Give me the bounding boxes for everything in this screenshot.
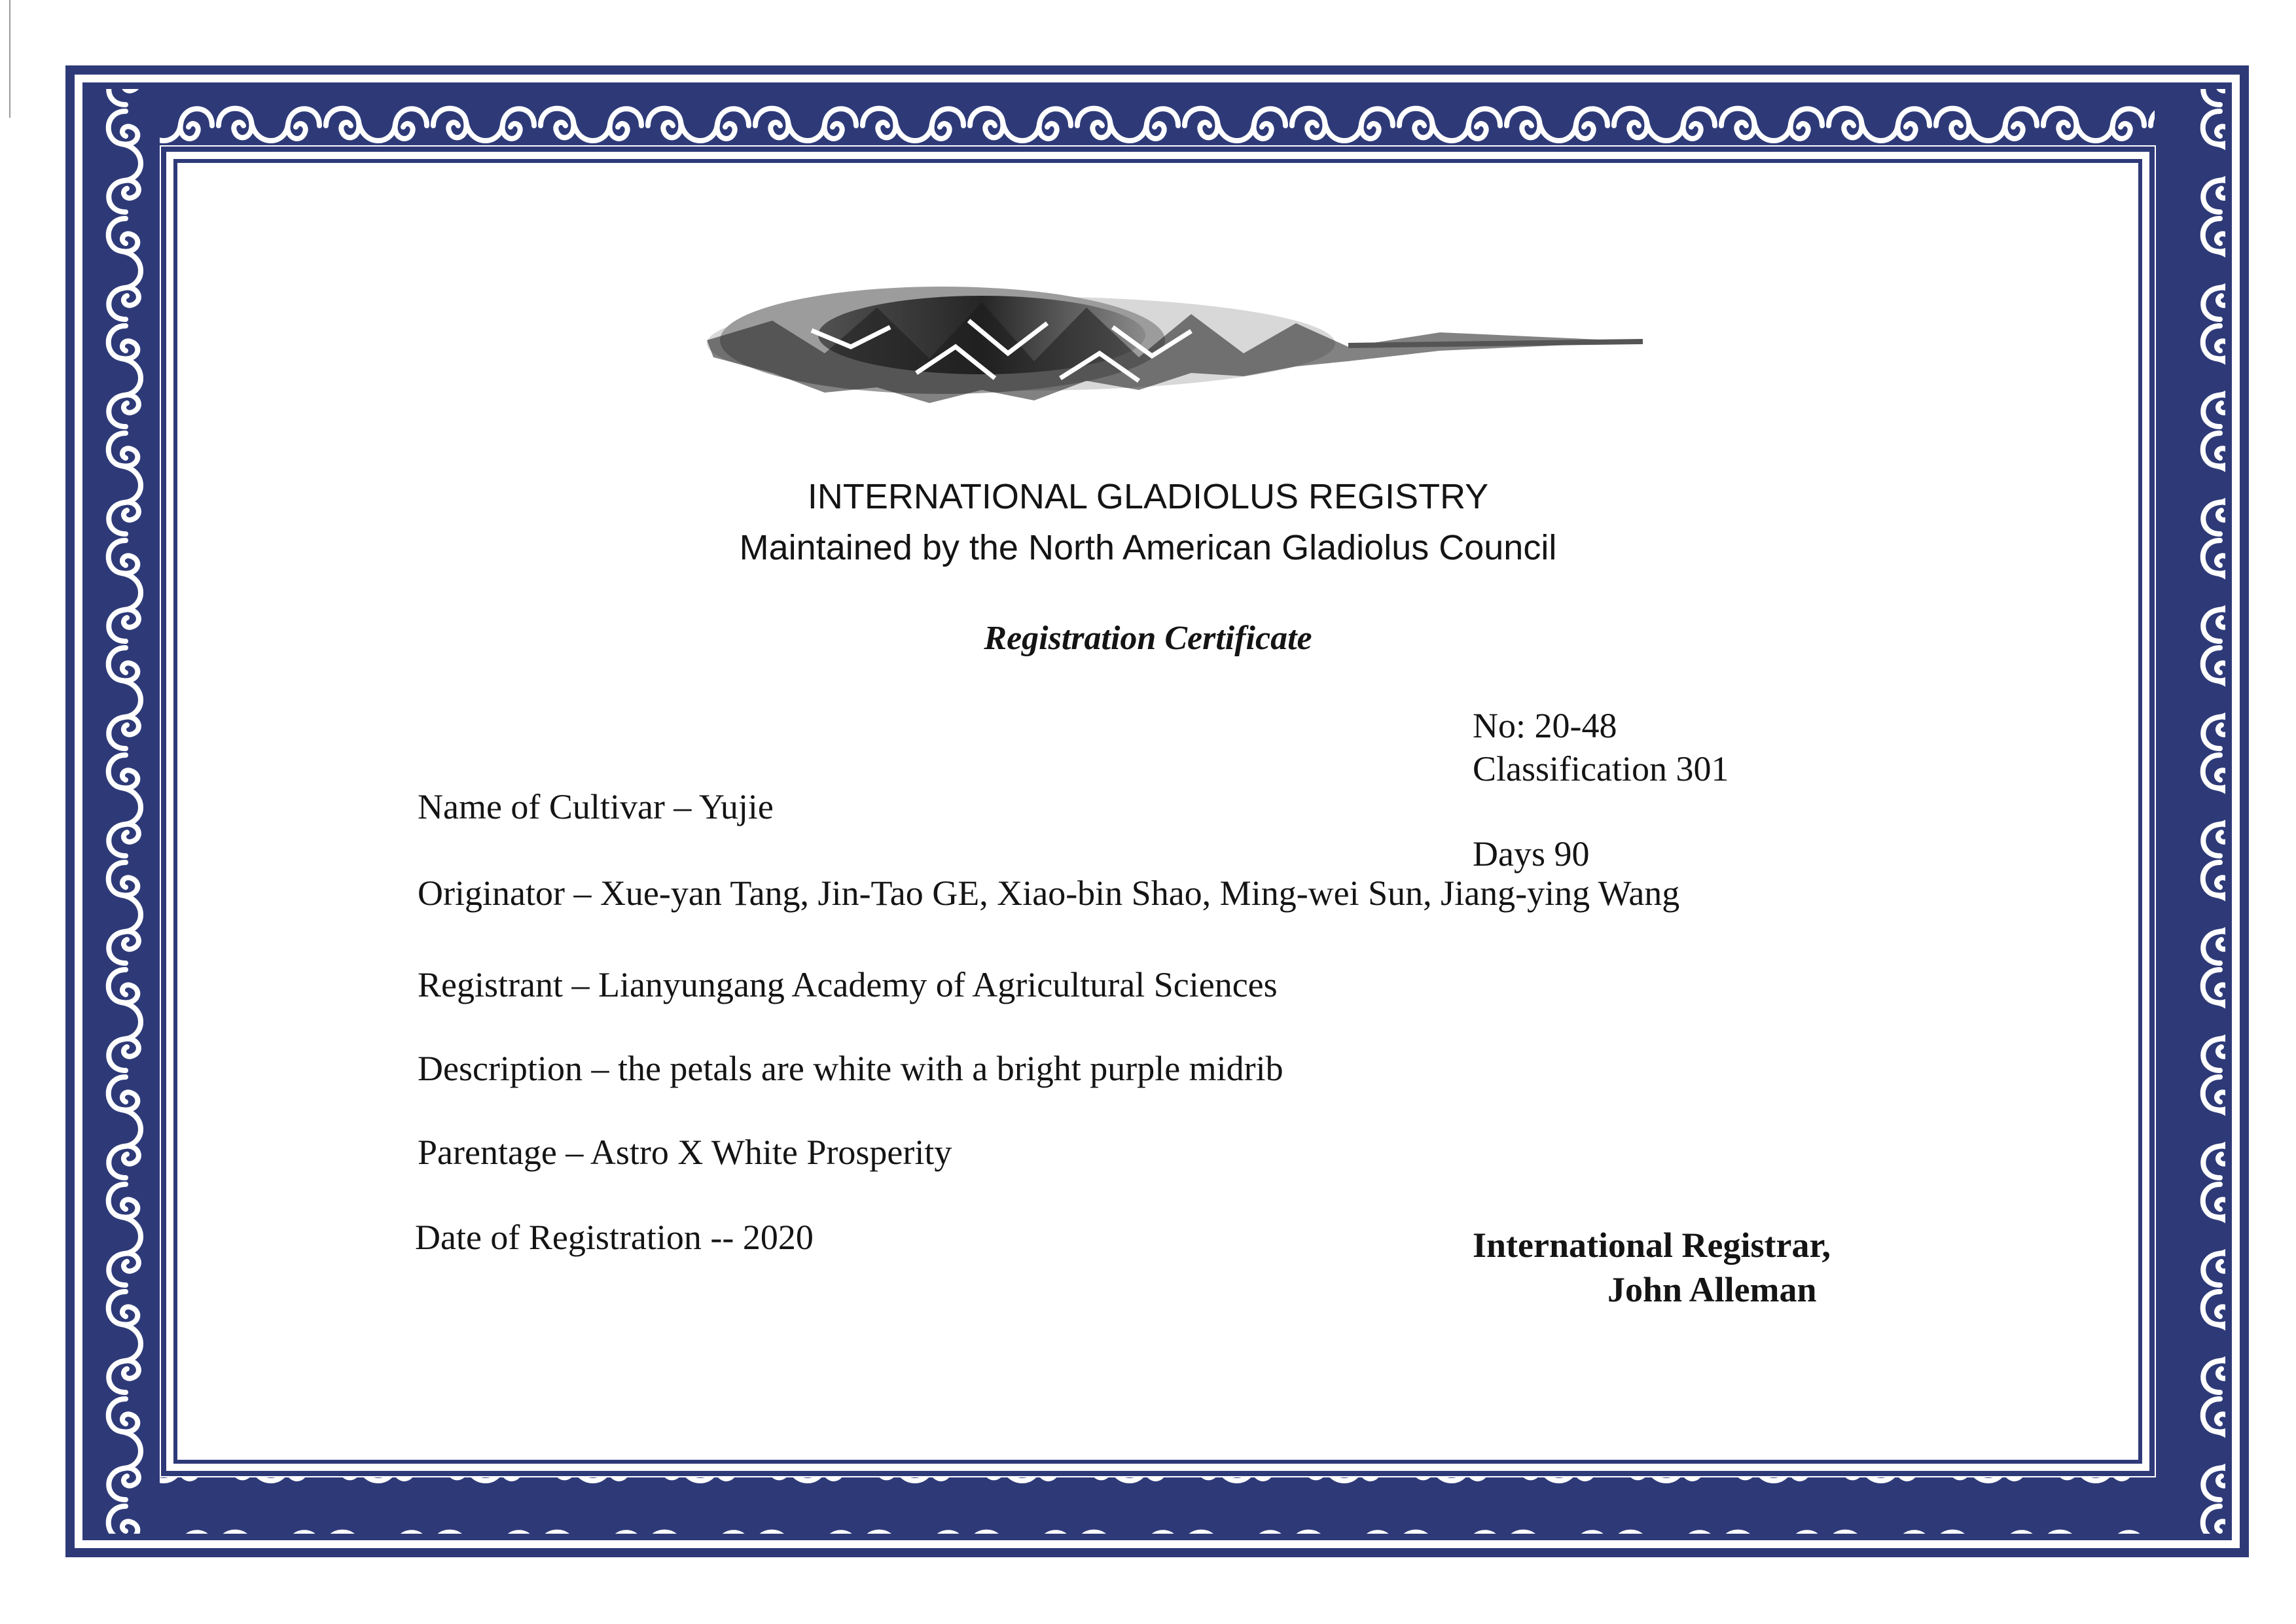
registrar-title: International Registrar, <box>1473 1226 1831 1265</box>
classification: Classification 301 <box>1473 749 1729 788</box>
registry-title: INTERNATIONAL GLADIOLUS REGISTRY <box>807 477 1489 516</box>
registry-subtitle: Maintained by the North American Gladiolus Council <box>739 528 1557 567</box>
date-of-registration: Date of Registration -- 2020 <box>415 1218 814 1257</box>
certificate-title: Registration Certificate <box>984 620 1312 657</box>
description: Description – the petals are white with a bright purple midrib <box>418 1049 1283 1088</box>
certificate-number: No: 20-48 <box>1473 706 1617 745</box>
days: Days 90 <box>1473 834 1590 874</box>
originator: Originator – Xue-yan Tang, Jin-Tao GE, Xiao-bin Shao, Ming-wei Sun, Jiang-ying Wang <box>418 874 1680 913</box>
parentage: Parentage – Astro X White Prosperity <box>418 1133 952 1172</box>
registrant: Registrant – Lianyungang Academy of Agricultural Sciences <box>418 965 1278 1004</box>
cultivar-name: Name of Cultivar – Yujie <box>418 787 774 826</box>
registrar-name: John Alleman <box>1607 1270 1817 1309</box>
